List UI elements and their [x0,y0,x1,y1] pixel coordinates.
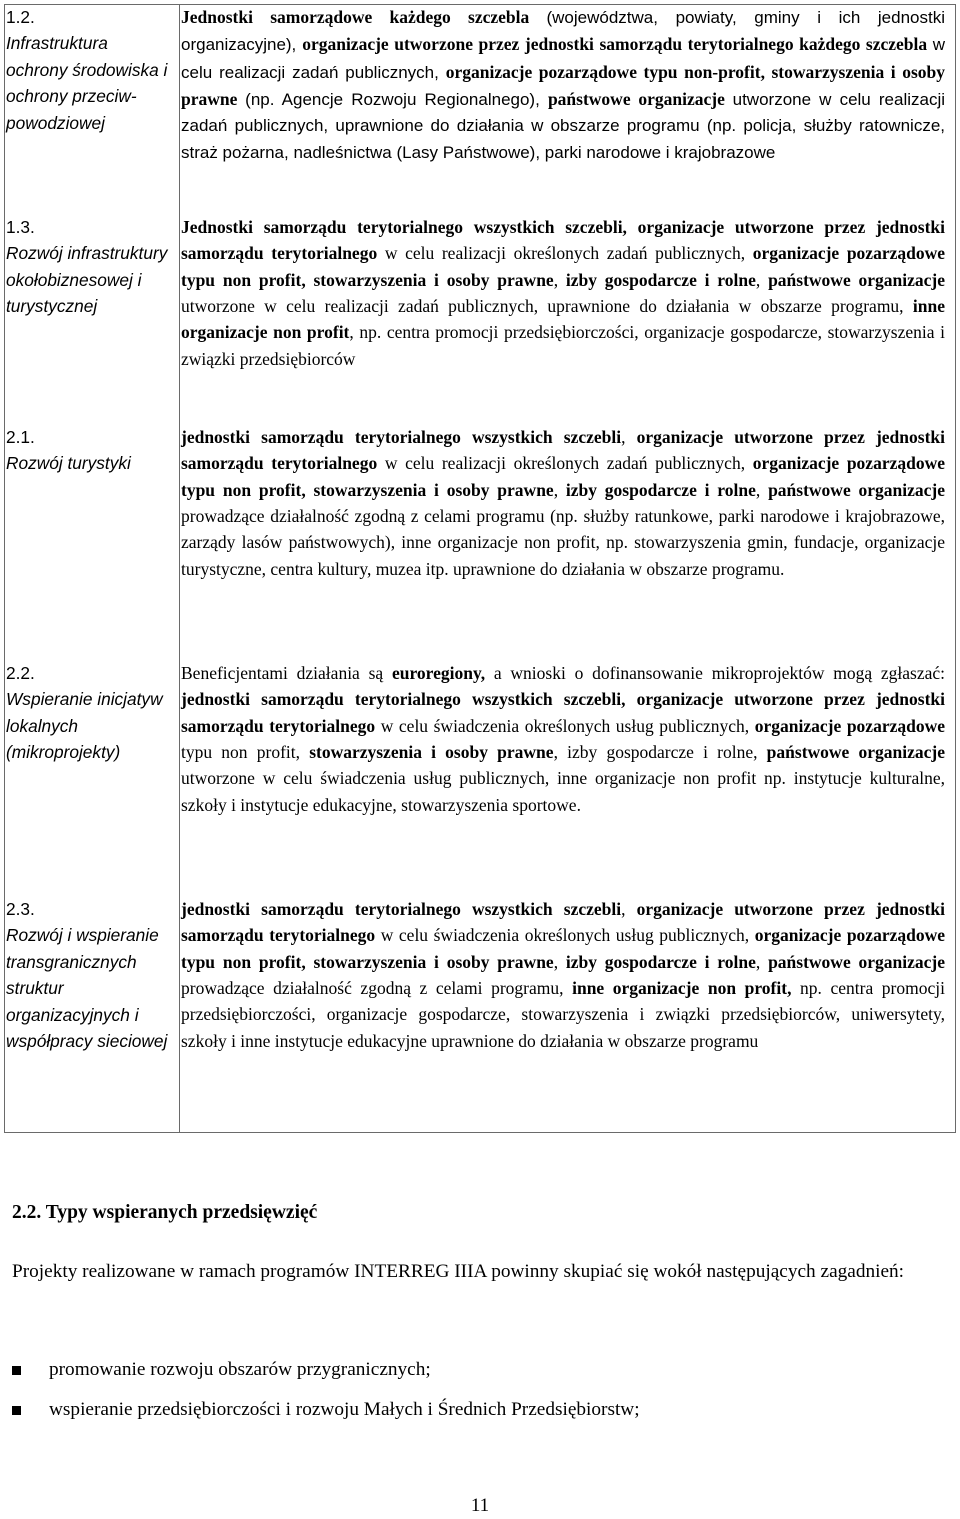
row-label-2-2 [6,660,172,766]
bold-text: jednostki samorządu terytorialnego wszystkich szczebli [181,899,622,919]
bold-text: organizacje pozarządowe typu non profit, stowarzyszenia i osoby prawne [181,453,945,500]
text-run: np. centra promocji przedsiębiorczości, organizacje gospodarcze, stowarzyszenia i związki przedsiębiorców, uniwersytety, szkoły i inne instytucje edukacyjne uprawnione do działania w obszarze programu [181,978,945,1051]
bold-text: jednostki samorządu terytorialnego wszystkich szczebli, organizacje utworzone przez jednostki samorządu terytorialnego [181,689,945,736]
square-bullet-icon [12,1366,21,1375]
bold-text: organizacje pozarządowe typu non profit, stowarzyszenia i osoby prawne [181,243,945,290]
text-run: , np. centra promocji przedsiębiorczości, organizacje gospodarcze, stowarzyszenia i związki przedsiębiorców [181,322,945,369]
text-run: , [755,951,769,972]
text-run: Beneficjentami działania są [181,663,392,683]
text-run: typu non profit, [181,742,310,763]
page-number: 11 [470,1495,490,1516]
column-divider [179,5,180,1132]
list-item-text: promowanie rozwoju obszarów przygranicznych; [49,1359,431,1380]
row-number: 1.3. [6,217,35,237]
bold-text: organizacje utworzone przez jednostki samorządu terytorialnego każdego szczebla [302,34,933,55]
text-run: , [755,479,769,500]
text-run: , [553,479,566,500]
bold-text: izby gospodarcze i rolne [565,479,756,500]
row-title: Infrastruktura ochrony środowiska i ochrony przeciw-powodziowej [6,33,168,133]
bold-text: izby gospodarcze i rolne [565,269,756,290]
row-number: 2.1. [6,427,35,447]
text-run: , [755,269,769,290]
bold-text: inne organizacje non profit [181,296,945,343]
section-heading: 2.2. Typy wspieranych przedsięwzięć [12,1202,318,1223]
list-item-text: wspieranie przedsiębiorczości i rozwoju Małych i Średnich Przedsiębiorstw; [49,1399,640,1420]
text-run: w celu realizacji zadań publicznych, [181,35,945,82]
text-run: prowadzące działalność zgodną z celami programu (np. służby ratunkowe, parki narodowe i krajobrazowe, zarządy lasów państwowych), inne organizacje non profit, np. stowarzyszenia gmin, fundacje, organizacje turystyczne, centra kultury, muzea itp. uprawnione do działania w obszarze programu. [181,506,945,579]
text-run: (województwa, powiaty, gminy i ich jednostki organizacyjne), [181,8,945,55]
row-number: 2.3. [6,899,35,919]
section-intro: Projekty realizowane w ramach programów INTERREG IIIA powinny skupiać się wokół następujących zagadnień: [12,1261,905,1282]
bold-text: Jednostki samorządu terytorialnego wszystkich szczebli, organizacje utworzone przez jednostki samorządu terytorialnego [181,217,945,264]
row-label-2-3 [6,896,172,1054]
row-title: Rozwój turystyki [6,453,131,474]
text-run: , [553,951,566,972]
text-run: (np. Agencje Rozwoju Regionalnego), [245,90,548,110]
bold-text: państwowe organizacje [768,269,946,290]
square-bullet-icon [12,1406,21,1415]
row-beneficiaries-2-1 [181,424,945,582]
bold-text: organizacje pozarządowe typu non-profit, stowarzyszenia i osoby prawne [181,61,945,110]
row-label-2-1 [6,424,172,477]
text-run: w celu realizacji określonych zadań publicznych, [384,453,753,474]
row-title: Rozwój infrastruktury okołobiznesowej i turystycznej [6,243,168,317]
text-run: , [621,899,637,919]
row-title: Rozwój i wspieranie transgranicznych struktur organizacyjnych i współpracy sieciowej [6,925,168,1052]
bold-text: organizacje utworzone przez jednostki samorządu terytorialnego [181,899,945,946]
text-run: w celu realizacji określonych zadań publicznych, [384,243,753,264]
row-beneficiaries-1-3 [181,214,945,372]
text-run: w celu świadczenia określonych usług publicznych, [380,925,755,946]
row-beneficiaries-2-3 [181,896,945,1054]
text-run: a wnioski o dofinansowanie mikroprojektów mogą zgłaszać: [485,663,945,683]
bold-text: organizacje pozarządowe typu non profit, stowarzyszenia i osoby prawne [181,925,945,972]
row-number: 1.2. [6,7,35,27]
bold-text: państwowe organizacje [766,742,946,763]
row-beneficiaries-2-2 [181,660,945,818]
text-run: , [553,269,566,290]
text-run: utworzone w celu świadczenia usług publicznych, inne organizacje non profit np. instytucje kulturalne, szkoły i instytucje edukacyjne, stowarzyszenia sportowe. [181,768,945,815]
bold-text: organizacje utworzone przez jednostki samorządu terytorialnego [181,427,945,474]
row-label-1-3 [6,214,172,320]
bold-text: euroregiony, [391,663,486,683]
bold-text: organizacje pozarządowe [754,715,945,736]
bold-text: stowarzyszenia i osoby prawne [309,742,554,763]
bold-text: inne organizacje non profit, [572,978,792,999]
row-beneficiaries-1-2 [181,4,945,166]
row-number: 2.2. [6,663,35,683]
bold-text: państwowe organizacje [768,479,946,500]
row-label-1-2 [6,4,172,136]
row-title: Wspieranie inicjatyw lokalnych (mikroprojekty) [6,689,163,763]
bold-text: izby gospodarcze i rolne [565,951,756,972]
bold-text: jednostki samorządu terytorialnego wszystkich szczebli [181,427,622,447]
bold-text: państwowe organizacje [547,89,733,110]
bold-text: Jednostki samorządowe każdego szczebla [181,7,547,27]
text-run: , [621,427,637,447]
text-run: , izby gospodarcze i rolne, [553,742,767,763]
text-run: utworzone w celu realizacji zadań publicznych, uprawnione do działania w obszarze programu, [181,296,913,317]
bold-text: państwowe organizacje [768,951,946,972]
text-run: w celu świadczenia określonych usług publicznych, [380,715,755,736]
text-run: utworzone w celu realizacji zadań publicznych, uprawnione do działania w obszarze programu (np. policja, służby ratownicze, straż pożarna, nadleśnictwa (Lasy Państwowe), parki narodowe i krajobrazowe [181,90,946,162]
text-run: prowadzące działalność zgodną z celami programu, [181,978,573,999]
